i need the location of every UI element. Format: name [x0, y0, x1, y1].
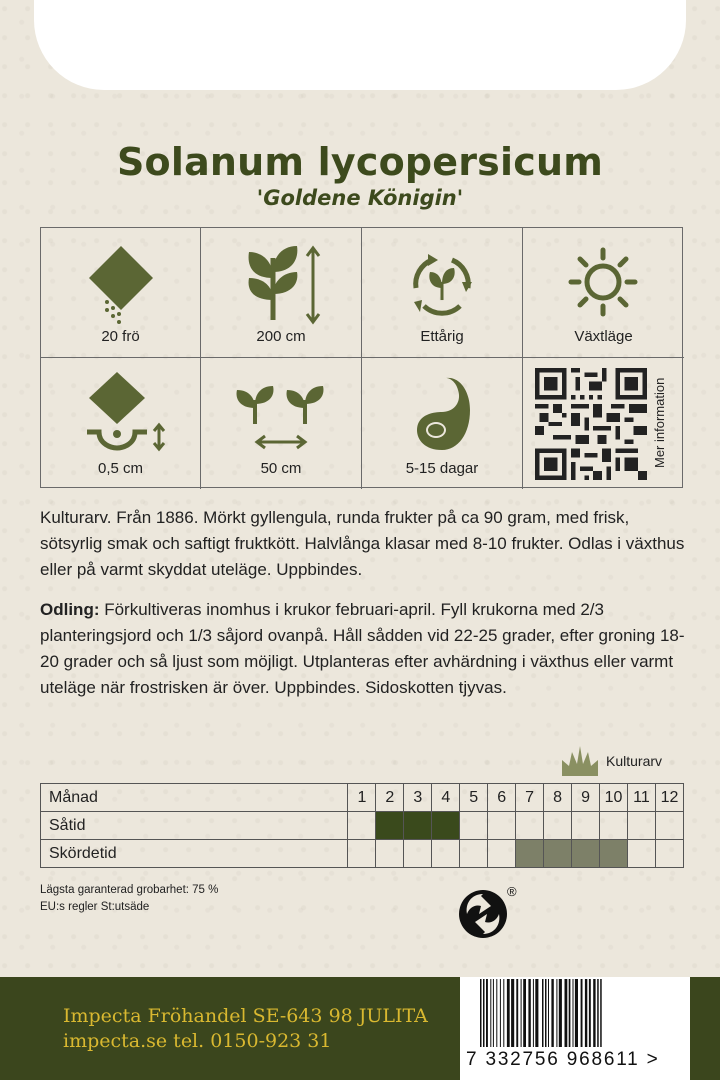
green-dot-recycling-icon [457, 884, 521, 940]
lifecycle-cell [362, 228, 523, 358]
barcode-bar [533, 979, 534, 1047]
calendar-cell [348, 840, 376, 868]
barcode-bar [556, 979, 557, 1047]
calendar-cell [432, 840, 460, 868]
germination-guarantee: Lägsta garanterad grobarhet: 75 % [40, 884, 219, 896]
barcode-bar [507, 979, 510, 1047]
barcode-bar [523, 979, 526, 1047]
calendar-cell [376, 812, 404, 840]
calendar-cell [404, 840, 432, 868]
calendar-cell [348, 812, 376, 840]
barcode-bar [486, 979, 488, 1047]
qr-cell [523, 358, 684, 489]
month-8: 8 [544, 784, 572, 812]
height-label: 200 cm [256, 328, 306, 345]
spacing-label: 50 cm [260, 460, 302, 477]
barcode-bar [597, 979, 599, 1047]
annual-cycle-icon [362, 238, 522, 328]
month-10: 10 [600, 784, 628, 812]
species-title: Solanum lycopersicum [116, 140, 604, 184]
barcode-bar [535, 979, 538, 1047]
sowing-depth-icon [41, 368, 201, 458]
calendar-cell [572, 840, 600, 868]
variety-description: Kulturarv. Från 1886. Mörkt gyllengula, runda frukter på ca 90 gram, med frisk, sötsyrlig smak och saftigt fruktkött. Halvlånga klasar med 8-10 frukter. Odlas i växthus eller på varmt skyddat uteläge. Uppbindes. [40, 508, 685, 579]
spacing-cell [201, 358, 362, 489]
barcode-bar [593, 979, 595, 1047]
plant-spacing-icon [201, 368, 361, 458]
germination-seed-icon [362, 368, 522, 458]
month-11: 11 [627, 784, 655, 812]
calendar-header-row [41, 784, 684, 812]
barcode-bar [569, 979, 571, 1047]
month-3: 3 [404, 784, 432, 812]
barcode-bar [589, 979, 591, 1047]
calendar-cell [544, 840, 572, 868]
calendar-cell [627, 840, 655, 868]
germination-label: 5-15 dagar [405, 460, 479, 477]
barcode-bar [573, 979, 574, 1047]
eu-regulation: EU:s regler St:utsäde [40, 901, 150, 913]
registered-mark: ® [507, 884, 517, 899]
month-7: 7 [516, 784, 544, 812]
barcode [460, 977, 690, 1080]
calendar-cell [572, 812, 600, 840]
height-cell [201, 228, 362, 358]
calendar-cell [488, 840, 516, 868]
barcode-bar [503, 979, 504, 1047]
footer-address: Impecta Fröhandel SE-643 98 JULITA [63, 1005, 428, 1027]
cultivation-text: Förkultiveras inomhus i krukor februari-april. Fyll krukorna med 2/3 planteringsjord och 1/3 såjord ovanpå. Håll sådden vid 22-25 grader, efter groning 18-20 grader och så ljust som möjligt. Utplanteras efter avhärdning i växthus eller varmt uteläge när frostrisken är över. Uppbindes. Sidoskotten tjyvas. [40, 600, 685, 697]
barcode-bar [511, 979, 514, 1047]
heritage-label: Kulturarv [606, 753, 663, 769]
month-12: 12 [655, 784, 683, 812]
calendar-month-header: Månad [41, 784, 348, 812]
seed-count-cell [41, 228, 201, 358]
calendar-cell [655, 812, 683, 840]
cultivation-instructions [40, 597, 685, 701]
germination-cell [362, 358, 523, 489]
calendar-row-sk [41, 840, 684, 868]
calendar-cell [488, 812, 516, 840]
location-label: Växtläge [574, 328, 633, 345]
barcode-bar [542, 979, 544, 1047]
heritage-crown-icon [560, 746, 600, 776]
barcode-bar [545, 979, 547, 1047]
hang-hole-cutout [34, 0, 686, 90]
barcode-bar [581, 979, 583, 1047]
calendar-cell [544, 812, 572, 840]
barcode-bar [548, 979, 549, 1047]
calendar-cell [404, 812, 432, 840]
calendar-row-sa [41, 812, 684, 840]
barcode-bar [521, 979, 522, 1047]
barcode-bar [480, 979, 482, 1047]
calendar-cell [655, 840, 683, 868]
calendar-row-label: Skördetid [41, 840, 348, 868]
sowing-depth-cell [41, 358, 201, 489]
lifecycle-label: Ettårig [420, 328, 464, 345]
barcode-bar [500, 979, 501, 1047]
barcode-bar [600, 979, 602, 1047]
barcode-bars [478, 979, 673, 1047]
calendar-cell [516, 812, 544, 840]
heritage-legend [560, 745, 662, 777]
barcode-bar [490, 979, 491, 1047]
legal-notes [40, 882, 218, 916]
barcode-bar [559, 979, 562, 1047]
month-4: 4 [432, 784, 460, 812]
plant-height-icon [201, 238, 361, 328]
calendar-cell [627, 812, 655, 840]
calendar-cell [600, 840, 628, 868]
seed-packet-icon [41, 238, 201, 328]
barcode-bar [551, 979, 553, 1047]
month-2: 2 [376, 784, 404, 812]
calendar-row-label: Såtid [41, 812, 348, 840]
qr-more-info-label: Mer information [652, 377, 667, 469]
barcode-bar [528, 979, 530, 1047]
calendar-cell [460, 812, 488, 840]
month-9: 9 [572, 784, 600, 812]
barcode-bar [496, 979, 497, 1047]
variety-subtitle: 'Goldene Königin' [256, 186, 464, 210]
month-5: 5 [460, 784, 488, 812]
barcode-bar [483, 979, 485, 1047]
calendar-cell [376, 840, 404, 868]
qr-code[interactable] [535, 368, 647, 480]
barcode-bar [516, 979, 518, 1047]
calendar-cell [460, 840, 488, 868]
sun-icon [523, 238, 683, 328]
calendar-cell [516, 840, 544, 868]
barcode-bar [493, 979, 494, 1047]
calendar-cell [432, 812, 460, 840]
barcode-bar [575, 979, 578, 1047]
barcode-bar [565, 979, 568, 1047]
sowing-depth-label: 0,5 cm [97, 460, 143, 477]
footer-website: impecta.se tel. 0150-923 31 [63, 1030, 332, 1052]
qr-code-icon [535, 368, 647, 480]
month-6: 6 [488, 784, 516, 812]
sowing-calendar [40, 783, 684, 868]
seed-count-label: 20 frö [101, 328, 140, 345]
month-1: 1 [348, 784, 376, 812]
cultivation-heading: Odling: [40, 600, 100, 619]
footer-contact [63, 1004, 428, 1054]
barcode-number: 7 332756 968611 > [466, 1049, 660, 1070]
barcode-bar [585, 979, 587, 1047]
calendar-cell [600, 812, 628, 840]
growing-info-grid [40, 227, 683, 488]
location-cell [523, 228, 684, 358]
